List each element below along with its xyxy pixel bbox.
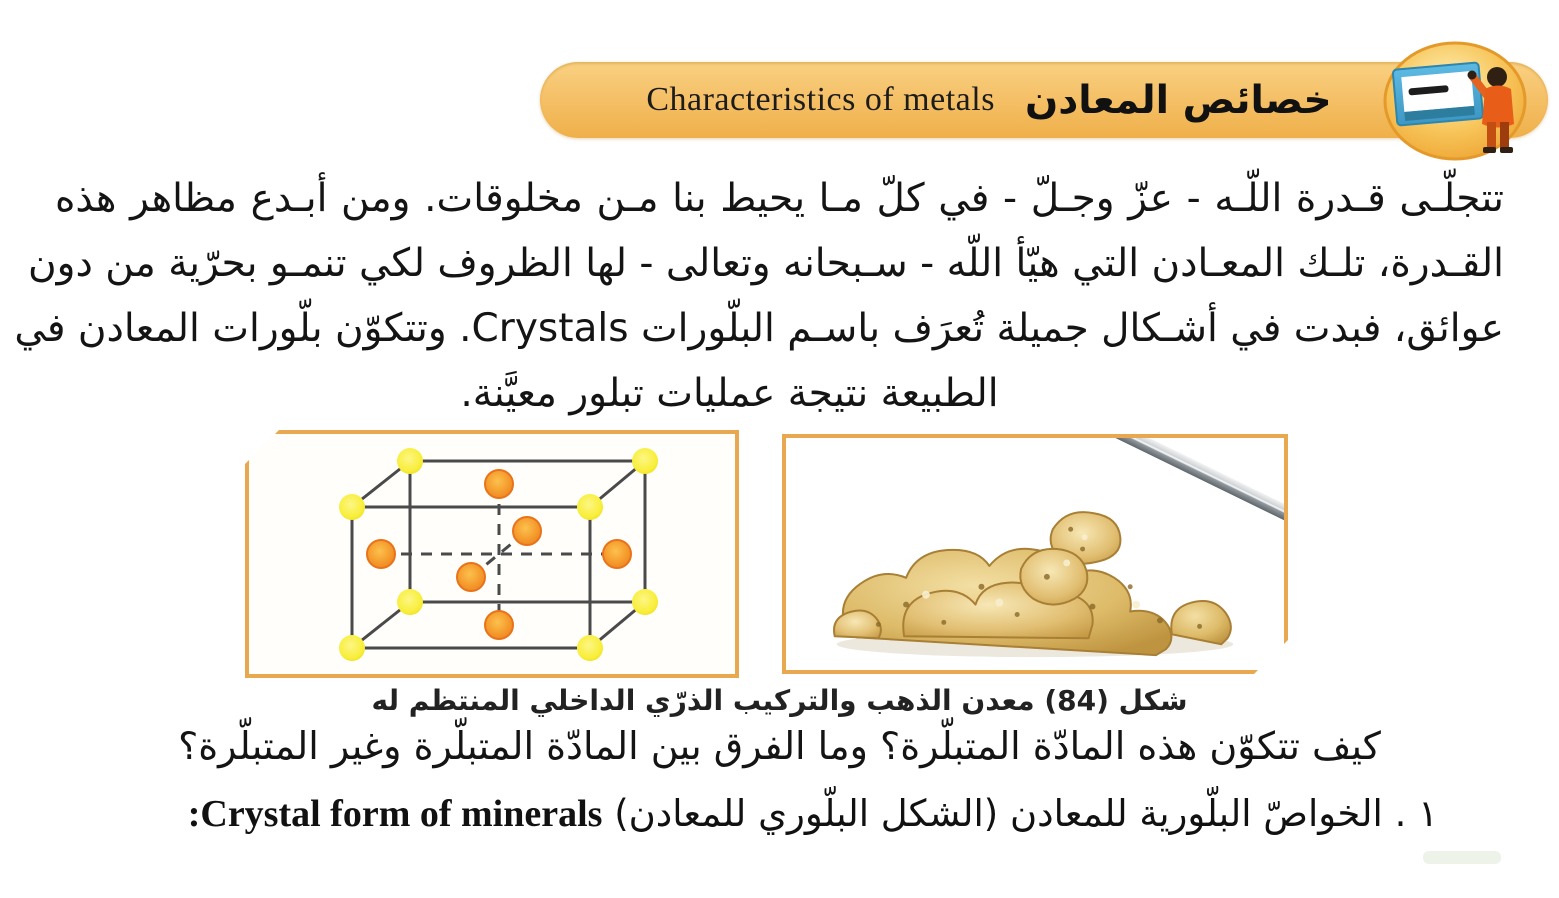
figure-caption: شكل (84) معدن الذهب والتركيب الذرّي الداخلي المنتظم له <box>371 684 1188 717</box>
presenter-whiteboard-icon <box>1383 40 1543 162</box>
gold-nuggets-figure-frame <box>782 434 1288 674</box>
scan-smudge <box>1423 851 1501 864</box>
crystal-lattice-figure-frame <box>245 430 739 678</box>
gold-nuggets-with-tweezers-photo <box>786 438 1284 670</box>
paragraph-line: الطبيعة نتيجة عمليات تبلور معيَّنة. <box>460 371 999 416</box>
fcc-crystal-lattice-diagram <box>249 434 735 674</box>
item-separator: . <box>1382 792 1419 835</box>
paragraph-line: عوائق، فبدت في أشـكال جميلة تُعرَف باسـم البلّورات Crystals. وتتكوّن بلّورات المعادن في <box>14 306 1504 351</box>
item-number: ١ <box>1418 792 1438 835</box>
section-item-1 <box>55 792 1438 836</box>
body-paragraph <box>14 166 1504 426</box>
item-text-english: Crystal form of minerals <box>200 793 603 835</box>
section-title-arabic: خصائص المعادن <box>1024 77 1332 123</box>
question-text: كيف تتكوّن هذه المادّة المتبلّرة؟ وما الفرق بين المادّة المتبلّرة وغير المتبلّرة؟ <box>178 724 1381 768</box>
paragraph-line: القـدرة، تلـك المعـادن التي هيّأ اللّه - سـبحانه وتعالى - لها الظروف لكي تنمـو بحرّية من دون <box>27 241 1504 286</box>
paragraph-line: تتجلّـى قـدرة اللّـه - عزّ وجـلّ - في كلّ مـا يحيط بنا مـن مخلوقات. ومن أبـدع مظاهر هذه <box>55 176 1504 221</box>
section-title-english: Characteristics of metals <box>646 81 995 118</box>
item-text-arabic: الخواصّ البلّورية للمعادن (الشكل البلّوري للمعادن) <box>614 792 1383 835</box>
item-suffix: : <box>187 793 201 835</box>
